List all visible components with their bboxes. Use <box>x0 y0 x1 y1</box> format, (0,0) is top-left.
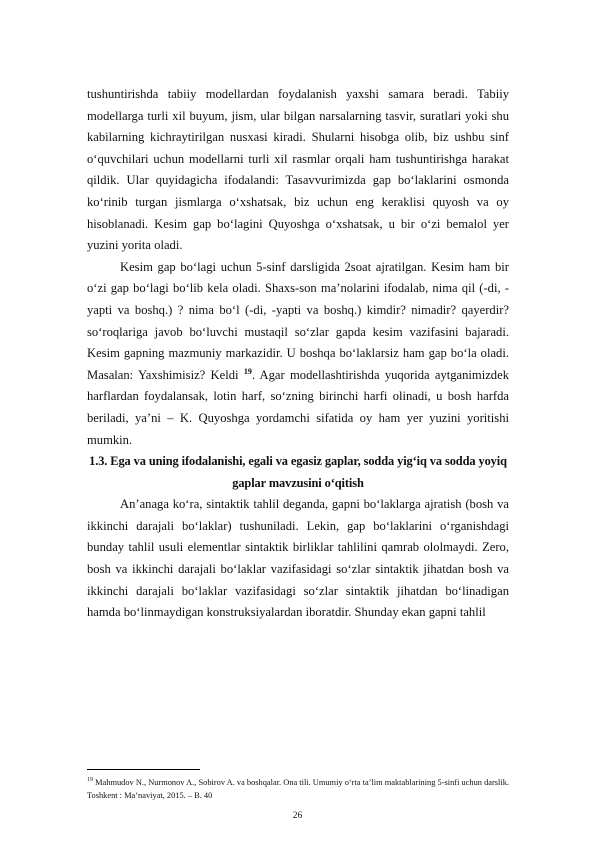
paragraph-2-text-end: . Agar modellashtirishda yuqorida aytganimizdek harflardan foydalansak, lotin harf, so‘zning birinchi harfi olinadi, u bosh harfda beriladi, ya’ni – K. Quyoshga yordamchi sifatida oy ham yer yuzini yoritishi mumkin. <box>87 367 509 447</box>
page-number: 26 <box>292 811 303 821</box>
main-text <box>87 84 509 624</box>
footnote-divider <box>87 769 200 770</box>
paragraph-2 <box>87 257 509 451</box>
footnote-text: Mahmudov N., Nurmonov A., Sobirov A. va boshqalar. Ona tili. Umumiy o‘rta ta’lim maktablarining 5-sinfi uchun darslik. Toshkent : Ma’naviyat, 2015. – B. 40 <box>87 777 509 800</box>
paragraph-2-text-start: Kesim gap bo‘lagi uchun 5-sinf darsligida 2soat ajratilgan. Kesim ham bir o‘zi gap bo‘lagi bo‘lib kela oladi. Shaxs-son ma’nolarini ifodalab, nima qil (-di, -yapti va boshq.) ? nima bo‘l (-di, -yapti va boshq.) kimdir? nimadir? qayerdir? so‘roqlariga javob bo‘luvchi mustaqil so‘zlar gapda kesim vazifasini bajaradi. Kesim gapning mazmuniy markazidir. U boshqa bo‘laklarsiz ham gap bo‘la oladi. Masalan: Yaxshimisiz? Keldi <box>87 259 509 382</box>
footnote-reference[interactable]: 19 <box>243 366 252 376</box>
footnote-number: 19 <box>87 777 93 783</box>
paragraph-3: An’anaga ko‘ra, sintaktik tahlil deganda, gapni bo‘laklarga ajratish (bosh va ikkinchi darajali bo‘laklar) tushuniladi. Lekin, gap bo‘laklarini o‘rganishdagi bunday tahlil usuli elementlar sintaktik birliklar tahlilini qamrab ololmaydi. Zero, bosh va ikkinchi darajali bo‘laklar vazifasidagi so‘zlar sintaktik jihatdan bosh va ikkinchi darajali bo‘laklar vazifasidagi so‘zlar sintaktik jihatdan bo‘linadigan hamda bo‘linmaydigan konstruksiyalardan iboratdir. Shunday ekan gapni tahlil <box>87 497 509 620</box>
footnote <box>87 774 509 802</box>
paragraph-1: tushuntirishda tabiiy modellardan foydalanish yaxshi samara beradi. Tabiiy modellarga turli xil buyum, jism, ular bilgan narsalarning tasvir, suratlari yoki shu kabilarning kichraytirilgan nusxasi kiradi. Shularni hisobga olib, biz ushbu sinf o‘quvchilari uchun modellarni turli xil rasmlar orqali ham tushuntirishga harakat qildik. Ular quyidagicha ifodalandi: Tasavvurimizda gap bo‘laklarini osmonda ko‘rinib turgan jismlarga o‘xshatsak, biz uchun eng keraklisi quyosh va oy hisoblanadi. Kesim gap bo‘lagini Quyoshga o‘xshatsak, u bir o‘zi bemalol yer yuzini yorita oladi. <box>87 87 509 253</box>
section-heading: 1.3. Ega va uning ifodalanishi, egali va egasiz gaplar, sodda yig‘iq va sodda yoyiq gaplar mavzusini o‘qitish <box>89 454 507 490</box>
